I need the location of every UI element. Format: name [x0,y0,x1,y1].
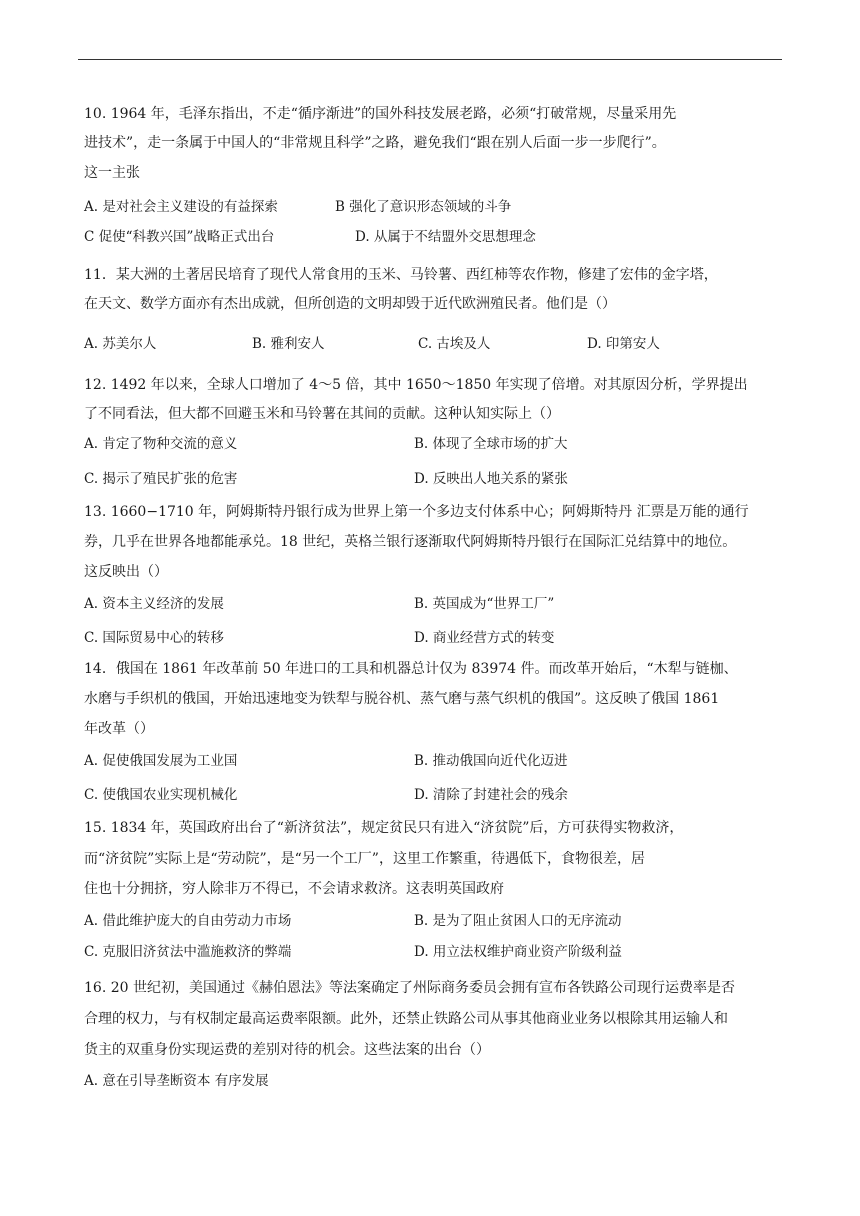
question-15-option-c[interactable]: C. 克服旧济贫法中滥施救济的弊端 [84,944,292,960]
question-11-line-1: 11．某大洲的土著居民培育了现代人常食用的玉米、马铃薯、西红柿等农作物，修建了宏伟的金字塔， [84,267,718,283]
question-15-option-d[interactable]: D. 用立法权维护商业资产阶级利益 [414,944,622,960]
question-14-line-3: 年改革（） [84,721,154,737]
question-12-line-1: 12. 1492 年以来，全球人口增加了 4～5 倍，其中 1650～1850 年实现了倍增。对其原因分析，学界提出 [84,377,748,393]
question-10-option-d[interactable]: D. 从属于不结盟外交思想理念 [355,229,536,245]
question-16-line-1: 16. 20 世纪初，美国通过《赫伯恩法》等法案确定了州际商务委员会拥有宣布各铁路公司现行运费率是否 [84,980,735,996]
question-16-line-2: 合理的权力，与有权制定最高运费率限额。此外，还禁止铁路公司从事其他商业业务以根除其用运输人和 [84,1011,728,1027]
question-14-line-1: 14．俄国在 1861 年改革前 50 年进口的工具和机器总计仅为 83974 件。而改革开始后，“木犁与链枷、 [84,661,738,677]
question-12-option-b[interactable]: B. 体现了全球市场的扩大 [414,436,568,452]
question-13-option-a[interactable]: A. 资本主义经济的发展 [84,596,224,612]
question-15-option-a[interactable]: A. 借此维护庞大的自由劳动力市场 [84,913,292,929]
question-11-line-2: 在天文、数学方面亦有杰出成就，但所创造的文明却毁于近代欧洲殖民者。他们是（） [84,296,616,312]
question-11-option-c[interactable]: C. 古埃及人 [418,336,491,352]
question-14-option-b[interactable]: B. 推动俄国向近代化迈进 [414,753,568,769]
question-14-option-c[interactable]: C. 使俄国农业实现机械化 [84,787,238,803]
question-12-option-c[interactable]: C. 揭示了殖民扩张的危害 [84,471,238,487]
question-12-option-d[interactable]: D. 反映出人地关系的紧张 [414,471,568,487]
question-11-option-b[interactable]: B. 雅利安人 [252,336,325,352]
question-13-option-b[interactable]: B. 英国成为“世界工厂” [414,596,555,612]
header-rule [78,59,782,60]
question-15-line-2: 而“济贫院”实际上是“劳动院”，是“另一个工厂”，这里工作繁重，待遇低下，食物很差，居 [84,851,645,867]
question-10-option-b[interactable]: B 强化了意识形态领域的斗争 [335,199,512,215]
question-14-line-2: 水磨与手织机的俄国，开始迅速地变为铁犁与脱谷机、蒸气磨与蒸气织机的俄国”。这反映了俄国 1861 [84,691,720,707]
question-10-line-3: 这一主张 [84,165,140,181]
question-10-option-a[interactable]: A. 是对社会主义建设的有益探索 [84,199,278,215]
question-15-line-1: 15. 1834 年，英国政府出台了“新济贫法”，规定贫民只有进入“济贫院”后，方可获得实物救济， [84,820,684,836]
question-16-option-a[interactable]: A. 意在引导垄断资本 有序发展 [84,1073,269,1089]
question-13-line-1: 13. 1660−1710 年，阿姆斯特丹银行成为世界上第一个多边支付体系中心；阿姆斯特丹 汇票是万能的通行 [84,504,749,520]
question-11-option-d[interactable]: D. 印第安人 [587,336,660,352]
question-15-line-3: 住也十分拥挤，穷人除非万不得已，不会请求救济。这表明英国政府 [84,881,504,897]
question-13-option-d[interactable]: D. 商业经营方式的转变 [414,630,555,646]
question-10-option-c[interactable]: C 促使“科教兴国”战略正式出台 [84,229,275,245]
question-13-line-3: 这反映出（） [84,564,168,580]
question-14-option-d[interactable]: D. 清除了封建社会的残余 [414,787,568,803]
question-14-option-a[interactable]: A. 促使俄国发展为工业国 [84,753,238,769]
question-10-line-1: 10. 1964 年，毛泽东指出，不走“循序渐进”的国外科技发展老路，必须“打破常规，尽量采用先 [84,106,677,122]
question-12-option-a[interactable]: A. 肯定了物种交流的意义 [84,436,238,452]
question-16-line-3: 货主的双重身份实现运费的差别对待的机会。这些法案的出台（） [84,1042,490,1058]
question-10-line-2: 进技术”，走一条属于中国人的“非常规且科学”之路，避免我们“跟在别人后面一步一步爬行”。 [84,135,666,151]
question-11-option-a[interactable]: A. 苏美尔人 [84,336,157,352]
question-13-line-2: 券，几乎在世界各地都能承兑。18 世纪，英格兰银行逐渐取代阿姆斯特丹银行在国际汇兑结算中的地位。 [84,534,737,550]
question-15-option-b[interactable]: B. 是为了阻止贫困人口的无序流动 [414,913,622,929]
question-13-option-c[interactable]: C. 国际贸易中心的转移 [84,630,224,646]
question-12-line-2: 了不同看法，但大都不回避玉米和马铃薯在其间的贡献。这种认知实际上（） [84,406,560,422]
